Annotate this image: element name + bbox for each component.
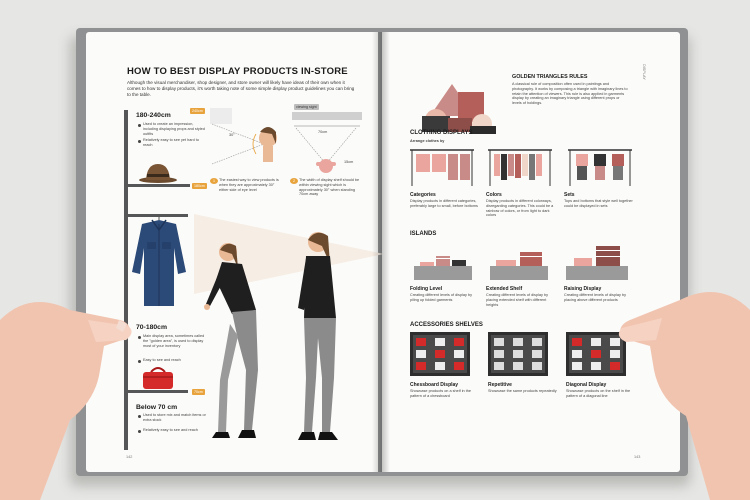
rack-categories-icon — [408, 146, 476, 188]
clothing-item-name: Categories — [410, 192, 436, 198]
golden-text: A classical rule of composition often used in paintings and photography. It works by composing a triangle with imaginary lines to retain the attention of viewers. This rule is also applied in garments display by creating an imaginary triangle using different props or levels of holdings. — [512, 82, 628, 106]
zone-top-label: 180-240cm — [136, 112, 171, 119]
shelf-item-desc: Showcase products on the shelf in the pattern of a diagonal line — [566, 389, 631, 398]
bending-woman-illustration — [198, 240, 278, 450]
angle-label: 30° — [229, 133, 235, 137]
zone-top-bullet1: Used to create an impression, including displaying props and styled outfits — [143, 122, 205, 136]
handbag-icon — [140, 364, 176, 390]
dim-15: 15cm — [344, 160, 354, 164]
shelf-item-name: Repetitive — [488, 382, 512, 388]
standing-woman-illustration — [282, 228, 352, 452]
head-angle-diagram — [210, 104, 280, 170]
bullet-icon — [138, 124, 141, 127]
zone-low-bullet2: Relatively easy to see and reach — [143, 428, 198, 432]
shelf-item-name: Chessboard Display — [410, 382, 459, 388]
clothing-item-desc: Display products in different colorways, disregarding categories. This could be a rainbow of colors, or from light to dark colors — [486, 199, 554, 218]
hat-icon — [138, 160, 178, 184]
island-item-name: Raising Display — [564, 286, 602, 292]
height-tag-70: 70cm — [194, 390, 203, 394]
island-item-desc: Creating different levels of display by placing extended shelf with different heights — [486, 293, 548, 307]
shelves-title: ACCESSORIES SHELVES — [410, 322, 483, 328]
right-page-number: 143 — [634, 455, 641, 459]
running-head: DISPLAY — [642, 64, 646, 80]
height-tag-180: 180cm — [194, 184, 205, 188]
note1-text: The easiest way to view products is when they are approximately 30° either side of eye level — [219, 178, 279, 192]
hat-shelf — [128, 184, 190, 187]
islands-title: ISLANDS — [410, 231, 437, 237]
note-number-2: 2 — [290, 178, 298, 184]
left-hand — [0, 250, 140, 500]
golden-triangle-illustration — [422, 78, 498, 136]
zone-mid-bullet1: Main display area, sometimes called the "golden area", is used to display most of your inventory — [143, 334, 205, 348]
intro-text: Although the visual merchandiser, shop designer, and store owner will likely have ideas of their own when it comes to how to display products, it's worth taking note of some simple display product guidelines you can bring to the table. — [127, 80, 355, 97]
rack-colors-icon — [486, 146, 554, 188]
book-gutter — [372, 32, 390, 472]
island-item-desc: Creating different levels of display by piling up folded garments — [410, 293, 472, 302]
shelf-item-name: Diagonal Display — [566, 382, 607, 388]
island-item-name: Folding Level — [410, 286, 443, 292]
page-title: HOW TO BEST DISPLAY PRODUCTS IN-STORE — [127, 66, 348, 77]
shelf-repetitive-icon — [488, 332, 548, 376]
shelf-item-desc: Showcase the same products repeatedly — [488, 389, 557, 393]
zone-low-bullet1: Used to store mix and match items or extra stock — [143, 413, 206, 422]
bullet-icon — [138, 140, 141, 143]
shelf-chessboard-icon — [410, 332, 470, 376]
zone-mid-bullet2: Easy to see and reach — [143, 358, 181, 362]
left-page-number: 142 — [126, 455, 133, 459]
zone-mid-label: 70-180cm — [136, 324, 167, 331]
golden-title: GOLDEN TRIANGLES RULES — [512, 74, 588, 80]
shelf-item-desc: Showcase products on a shelf in the pattern of a chessboard — [410, 389, 471, 398]
zone-top-bullet2: Relatively easy to see yet hard to reach — [143, 138, 199, 147]
clothing-item-desc: Display products in different categories, preferably large to small, before bottoms — [410, 199, 478, 208]
note2-text: The width of display shelf should be within viewing sight which is approximately 30° when standing 70cm away — [299, 178, 360, 197]
dim-70: 70cm — [318, 130, 328, 134]
clothing-item-desc: Tops and bottoms that style well together could be displayed in sets — [564, 199, 633, 208]
rack-sets-icon — [566, 146, 634, 188]
clothing-subtitle: Arrange clothes by — [410, 139, 445, 143]
island-item-name: Extended Shelf — [486, 286, 523, 292]
clothing-item-name: Sets — [564, 192, 575, 198]
zone-low-label: Below 70 cm — [136, 404, 178, 411]
right-hand — [610, 240, 750, 500]
island-item-desc: Creating different levels of display by placing above different products — [564, 293, 626, 302]
island-extended-shelf-icon — [486, 242, 552, 282]
height-tag-240: 240cm — [192, 109, 203, 113]
clothing-item-name: Colors — [486, 192, 502, 198]
viewing-sight-label: viewing sight — [296, 105, 317, 109]
note-number-1: 1 — [210, 178, 218, 184]
viewing-sight-diagram — [290, 102, 366, 174]
island-folding-icon — [410, 242, 476, 282]
clothing-title: CLOTHING DISPLAYS — [410, 130, 473, 136]
